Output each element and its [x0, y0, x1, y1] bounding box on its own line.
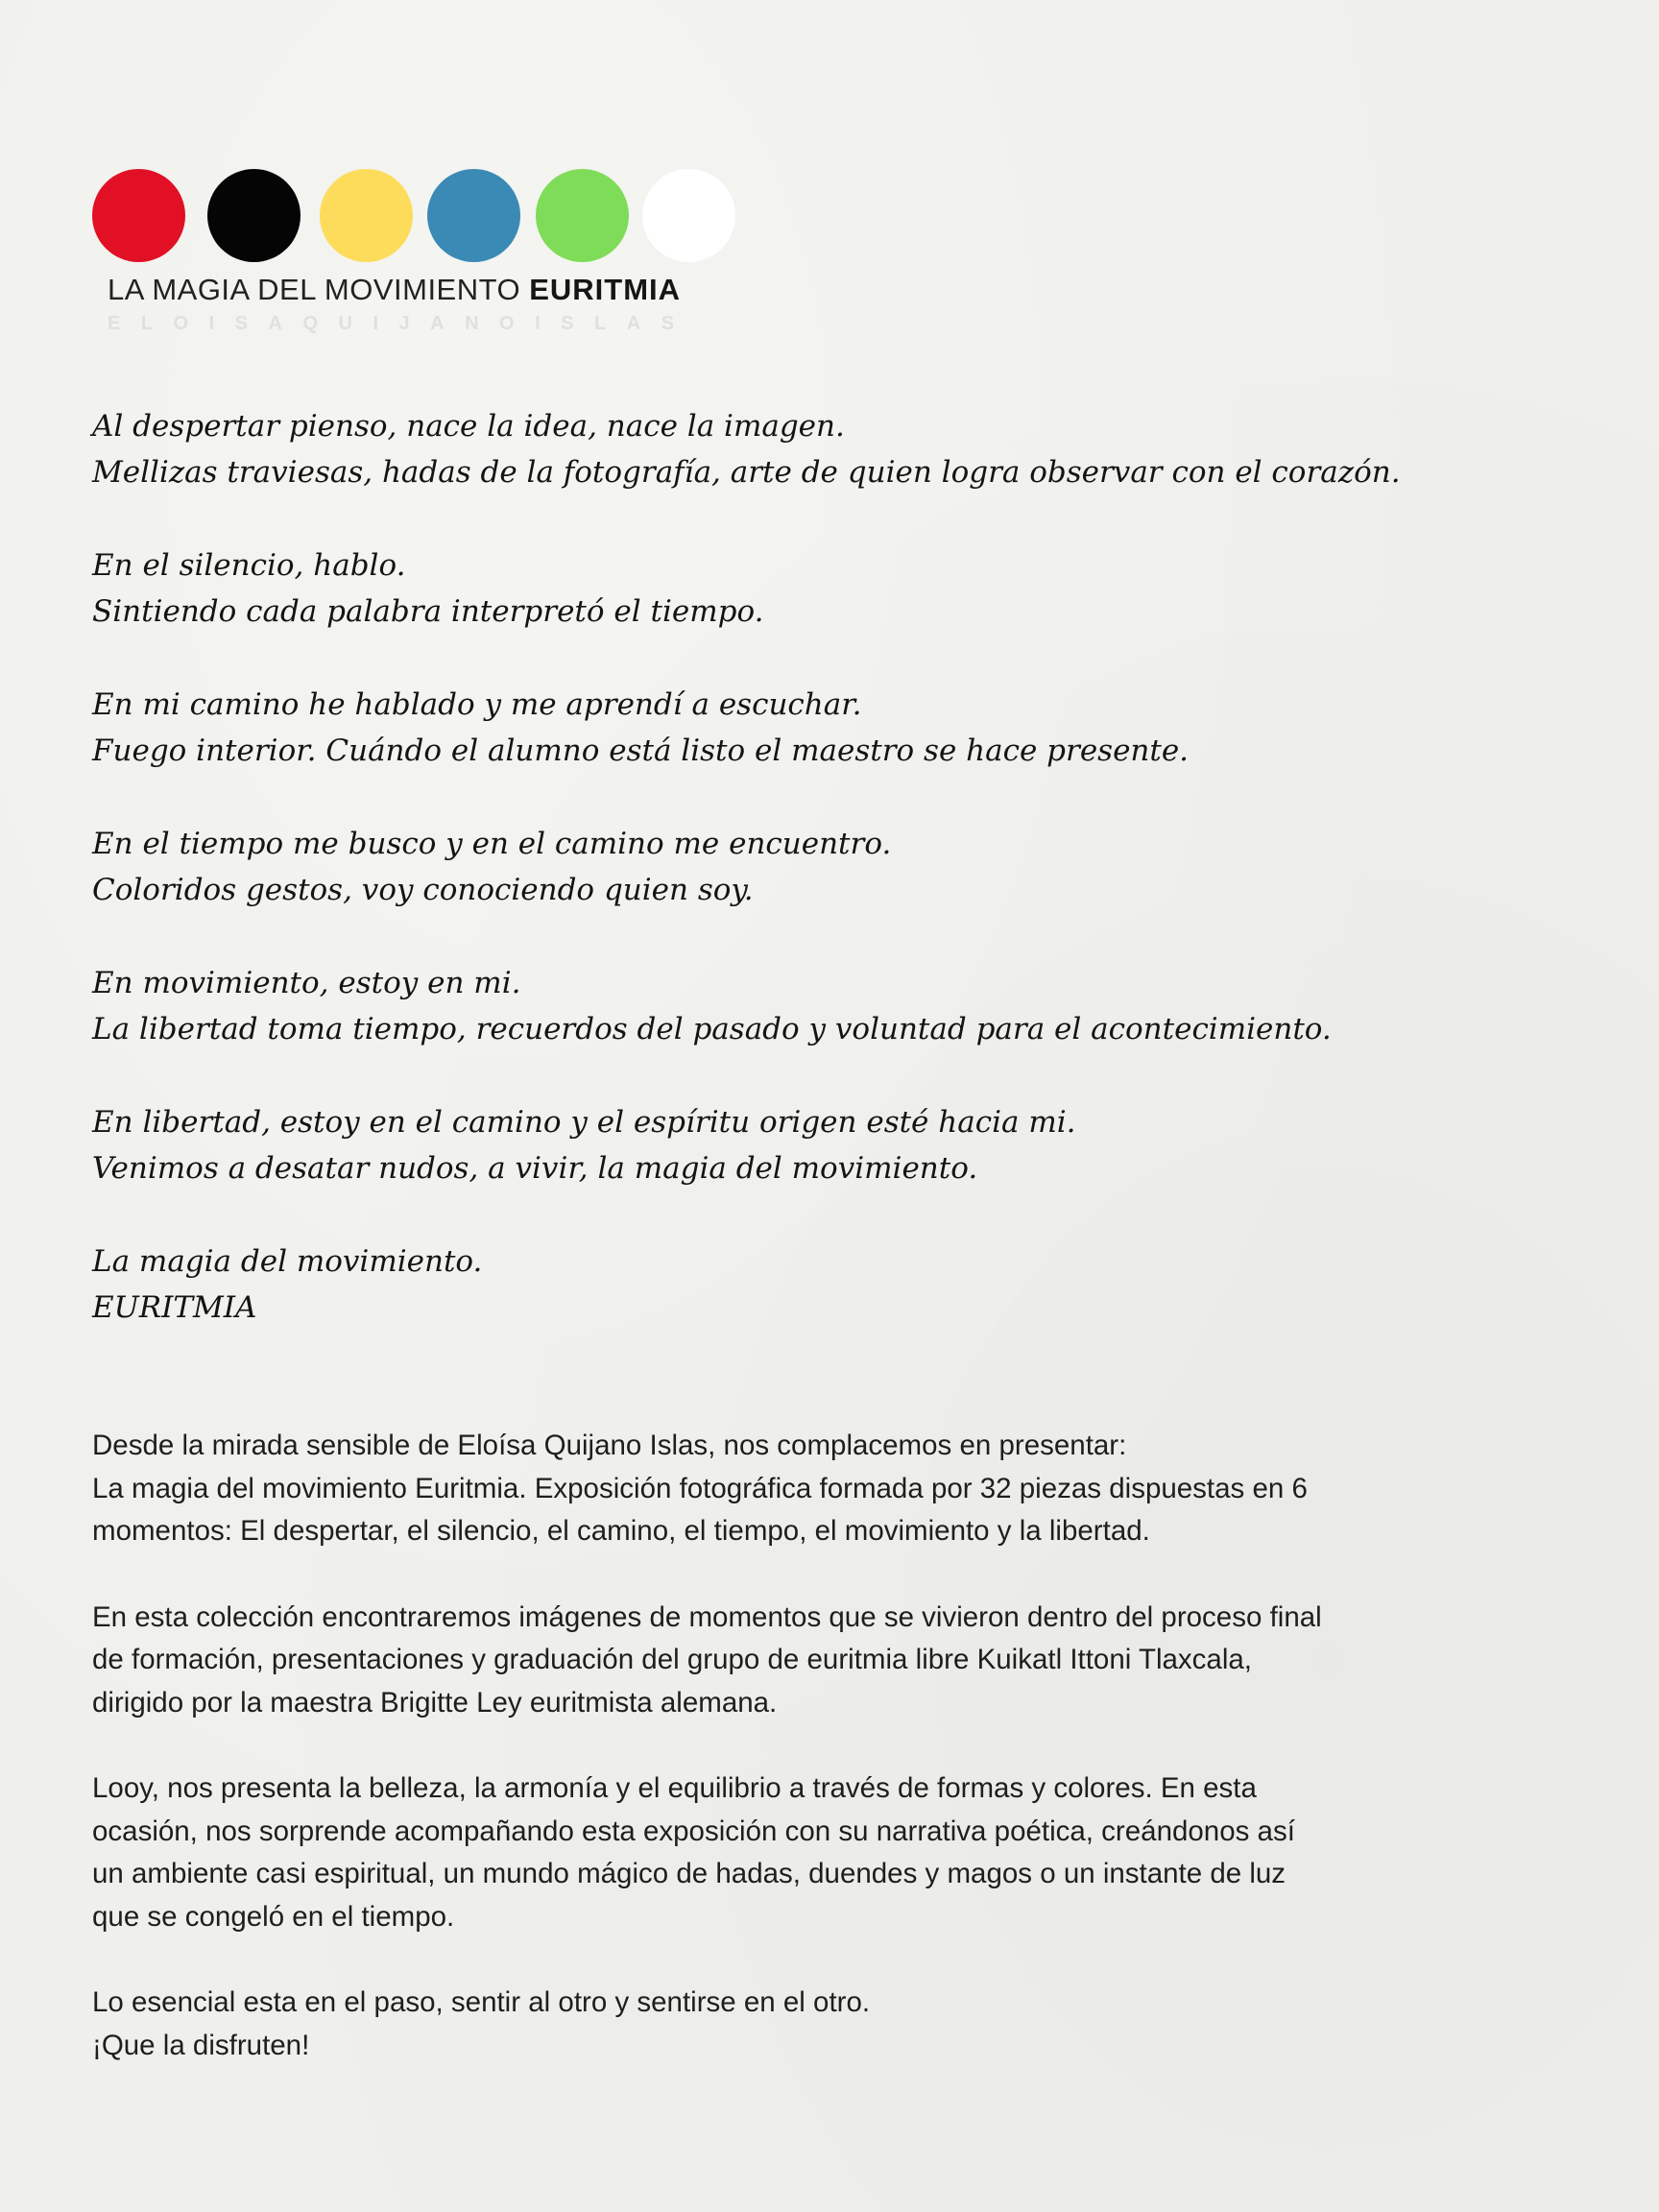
poem-line: La magia del movimiento. — [92, 1244, 483, 1279]
red-dot — [92, 169, 185, 262]
paragraph-line: dirigido por la maestra Brigitte Ley euritmista alemana. — [92, 1686, 778, 1719]
poem-line: En movimiento, estoy en mi. — [92, 966, 521, 1000]
poem — [92, 403, 1571, 1378]
logo-title-regular: LA MAGIA DEL MOVIMIENTO — [108, 273, 521, 306]
paragraph — [92, 1425, 1590, 1553]
poem-stanza — [92, 682, 1571, 774]
paragraph — [92, 1982, 1590, 2067]
paragraph-line: que se congeló en el tiempo. — [92, 1900, 455, 1933]
logo-title-bold: EURITMIA — [529, 273, 682, 306]
poem-stanza — [92, 1099, 1571, 1191]
poem-line: EURITMIA — [92, 1290, 257, 1325]
logo-title — [108, 273, 681, 307]
poem-line: Coloridos gestos, voy conociendo quien soy. — [92, 873, 754, 907]
logo-subtitle: ELOISAQUIJANOISLAS — [108, 313, 695, 334]
paragraph-line: Desde la mirada sensible de Eloísa Quijano Islas, nos complacemos en presentar: — [92, 1430, 1127, 1461]
white-dot — [642, 169, 735, 262]
green-dot — [536, 169, 629, 262]
paragraph-line: momentos: El despertar, el silencio, el camino, el tiempo, el movimiento y la libertad. — [92, 1515, 1150, 1547]
poem-line: Sintiendo cada palabra interpretó el tiempo. — [92, 594, 764, 629]
paragraph — [92, 1767, 1590, 1938]
blue-dot — [427, 169, 520, 262]
poem-line: En el tiempo me busco y en el camino me encuentro. — [92, 827, 892, 861]
paragraph — [92, 1597, 1590, 1725]
paragraph-line: ¡Que la disfruten! — [92, 2029, 310, 2061]
paragraph-line: un ambiente casi espiritual, un mundo mágico de hadas, duendes y magos o un instante de luz — [92, 1858, 1286, 1889]
paragraph-line: Lo esencial esta en el paso, sentir al otro y sentirse en el otro. — [92, 1986, 871, 2018]
poem-line: En el silencio, hablo. — [92, 548, 406, 583]
paragraph-line: Looy, nos presenta la belleza, la armonía y el equilibrio a través de formas y colores. En esta — [92, 1772, 1257, 1804]
paragraph-line: La magia del movimiento Euritmia. Exposición fotográfica formada por 32 piezas dispuestas en 6 — [92, 1472, 1308, 1504]
poem-stanza — [92, 821, 1571, 913]
poem-stanza — [92, 542, 1571, 635]
paragraph-line: En esta colección encontraremos imágenes de momentos que se vivieron dentro del proceso final — [92, 1600, 1322, 1633]
poem-line: Fuego interior. Cuándo el alumno está listo el maestro se hace presente. — [92, 733, 1190, 768]
paragraph-line: de formación, presentaciones y graduación del grupo de euritmia libre Kuikatl Ittoni Tlaxcala, — [92, 1644, 1252, 1675]
introduction-text — [92, 1425, 1590, 2110]
poem-line: Venimos a desatar nudos, a vivir, la magia del movimiento. — [92, 1151, 978, 1186]
poem-line: Al despertar pienso, nace la idea, nace la imagen. — [92, 409, 845, 444]
logo — [92, 165, 745, 348]
poem-line: En mi camino he hablado y me aprendí a escuchar. — [92, 687, 862, 722]
poem-line: En libertad, estoy en el camino y el espíritu origen esté hacia mi. — [92, 1105, 1076, 1140]
poem-line: Mellizas traviesas, hadas de la fotografía, arte de quien logra observar con el corazón. — [92, 455, 1401, 490]
poem-stanza — [92, 1238, 1571, 1331]
yellow-dot — [320, 169, 413, 262]
poem-stanza — [92, 403, 1571, 495]
black-dot — [207, 169, 301, 262]
paragraph-line: ocasión, nos sorprende acompañando esta exposición con su narrativa poética, creándonos así — [92, 1815, 1295, 1847]
poem-stanza — [92, 960, 1571, 1052]
poem-line: La libertad toma tiempo, recuerdos del pasado y voluntad para el acontecimiento. — [92, 1012, 1332, 1046]
